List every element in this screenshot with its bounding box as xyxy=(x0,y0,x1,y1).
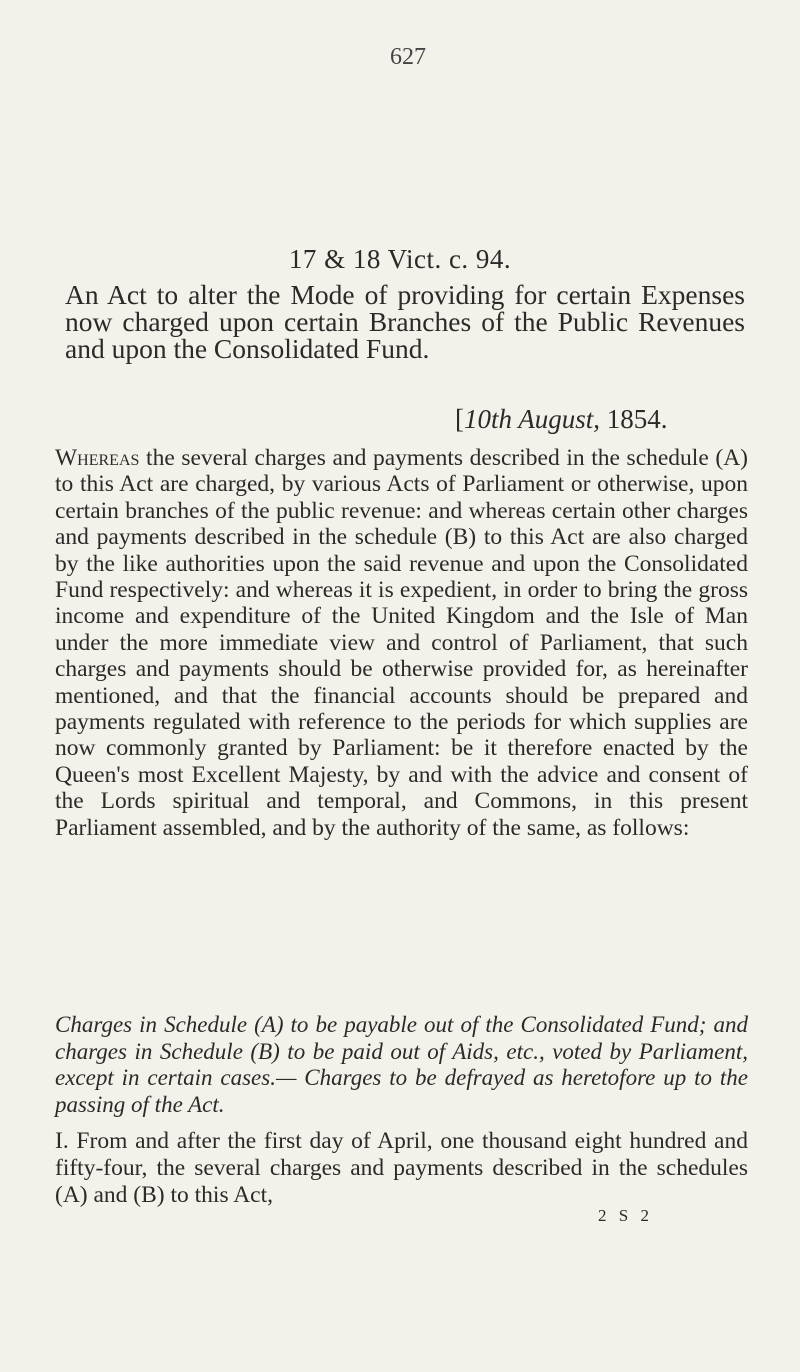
section-one xyxy=(55,1128,748,1208)
section-number: I. xyxy=(55,1128,69,1154)
chapter-heading: 17 & 18 Vict. c. 94. xyxy=(288,244,512,274)
preamble-paragraph xyxy=(55,445,748,841)
enactment-date xyxy=(455,404,668,435)
date-bracket: [ xyxy=(455,404,464,434)
section-text: From and after the first day of April, one thousand eight hundred and fifty-four, the several charges and payments described in the schedules (A) and (B) to this Act, xyxy=(55,1128,748,1208)
date-day-month: 10th August, xyxy=(464,404,601,434)
marginal-note: Charges in Schedule (A) to be payable out of the Consolidated Fund; and charges in Schedule (B) to be paid out of Aids, etc., voted by Parliament, except in certain cases.— Charges to be defrayed as heretofore up to the passing of the Act. xyxy=(55,1012,748,1117)
preamble-text: the several charges and payments described in the schedule (A) to this Act are charged, by various Acts of Parliament or otherwise, upon certain branches of the public revenue: and whereas certain other charges and payments described in the schedule (B) to this Act are also charged by the like authorities upon the said revenue and upon the Consolidated Fund respectively: and whereas it is expedient, in order to bring the gross income and expenditure of the United Kingdom and the Isle of Man under the more immediate view and control of Parliament, that such charges and payments should be otherwise provided for, as hereinafter mentioned, and that the financial accounts should be prepared and payments regulated with reference to the periods for which supplies are now commonly granted by Parliament: be it therefore enacted by the Queen's most Excellent Majesty, by and with the advice and consent of the Lords spiritual and temporal, and Commons, in this present Parliament assembled, and by the authority of the same, as follows: xyxy=(55,445,748,841)
page-number: 627 xyxy=(390,44,426,70)
date-year: 1854. xyxy=(600,404,668,434)
preamble-lead-word: Whereas xyxy=(55,445,140,471)
act-long-title: An Act to alter the Mode of providing for certain Expenses now charged upon certain Branches of the Public Revenues and upon the Consolidated Fund. xyxy=(65,279,745,364)
signature-mark: 2 S 2 xyxy=(598,1206,653,1225)
